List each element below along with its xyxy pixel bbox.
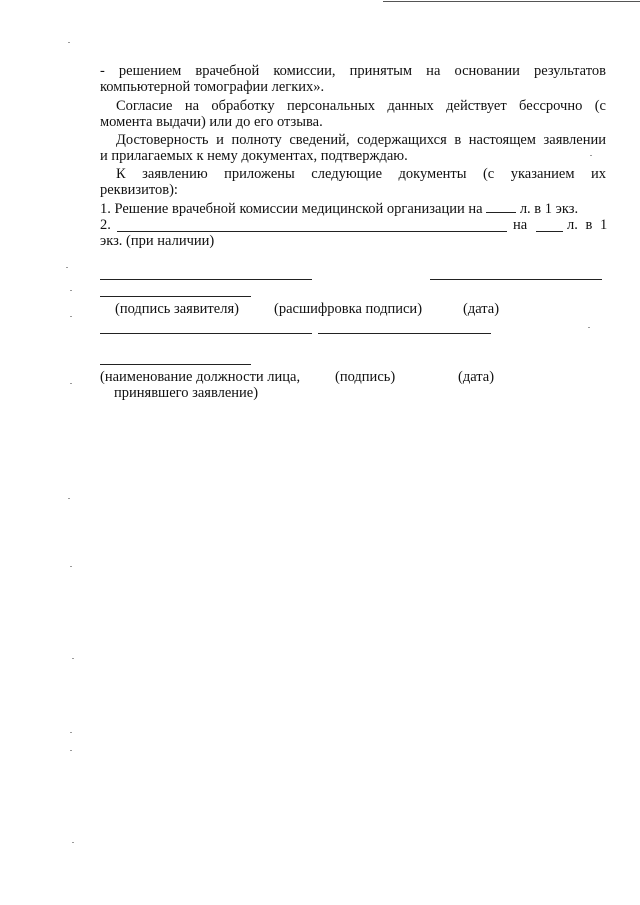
receiver-date-label: (дата) [458,369,495,385]
receiver-position-label-line1: (наименование должности лица, [100,369,301,385]
scan-speck [70,732,72,733]
scan-speck [72,658,74,659]
attachment-item-2-continuation: экз. (при наличии) [100,233,215,249]
attachment-item-2-na: на [513,217,528,233]
receiver-signature-label: (подпись) [335,369,396,385]
scan-speck [70,750,72,751]
receiver-position-line [100,364,251,365]
scan-speck [68,498,70,499]
scan-speck [70,383,72,384]
applicant-signature-line [100,296,251,297]
applicant-signature-label: (подпись заявителя) [115,301,239,317]
applicant-decoding-label: (расшифровка подписи) [274,301,423,317]
attachment-item-1 [100,200,578,217]
scan-speck [70,566,72,567]
paragraph-confirmation-line1: Достоверность и полноту сведений, содержащихся в настоящем заявлении [116,132,606,148]
attachment-item-2-name-blank [117,231,507,232]
divider-line-left [100,333,312,334]
attachment-item-2-pages-blank [536,231,563,232]
attachment-item-1-tail: л. в 1 экз. [519,201,579,217]
scan-speck [70,316,72,317]
applicant-top-line-left [100,279,312,280]
paragraph-consent-line1: Согласие на обработку персональных данных действует бессрочно (с [116,98,606,114]
paragraph-tomography-line1: - решением врачебной комиссии, принятым на основании результатов [100,63,606,79]
applicant-top-line-right [430,279,602,280]
paragraph-tomography-line2: компьютерной томографии легких». [100,79,325,95]
scan-speck [72,842,74,843]
attachment-item-2-number: 2. [100,217,111,233]
scan-speck [588,327,590,328]
scan-speck [66,267,68,268]
attachment-item-1-text: 1. Решение врачебной комиссии медицинской организации на [100,201,483,217]
scan-top-edge [383,1,640,2]
paragraph-consent-line2: момента выдачи) или до его отзыва. [100,114,323,130]
paragraph-attachments-line2: реквизитов): [100,182,178,198]
paragraph-confirmation-line2: и прилагаемых к нему документах, подтверждаю. [100,148,408,164]
attachment-item-1-pages-blank [486,200,516,213]
scan-speck [68,42,70,43]
applicant-date-label: (дата) [463,301,500,317]
scan-speck [70,290,72,291]
divider-line-right [318,333,491,334]
attachment-item-2-tail: л. в 1 [567,217,608,233]
paragraph-attachments-line1: К заявлению приложены следующие документы (с указанием их [116,166,606,182]
receiver-position-label-line2: принявшего заявление) [114,385,259,401]
